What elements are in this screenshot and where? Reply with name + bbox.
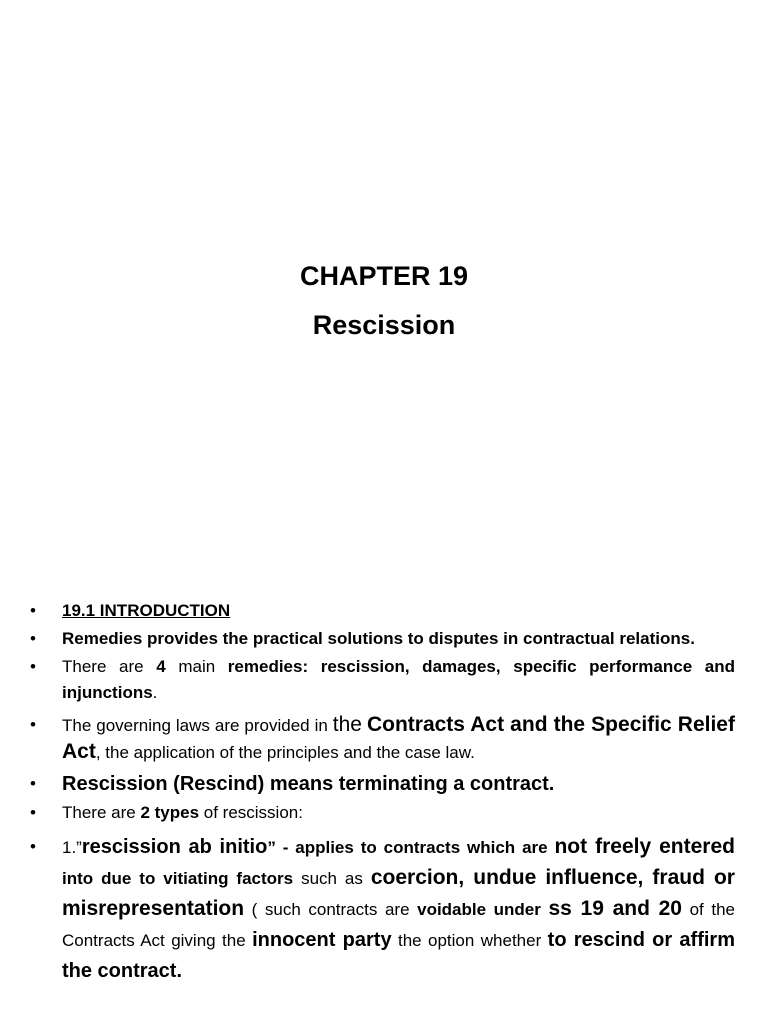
text-span: There are: [62, 657, 157, 676]
text-span: main: [165, 657, 228, 676]
remedies-text: Remedies provides the practical solutions to disputes in contractual relations.: [62, 629, 695, 648]
text-span-bold-large: to rescind or affirm the contract.: [62, 929, 735, 982]
chapter-heading: CHAPTER 19: [299, 261, 469, 291]
rescission-definition-text: Rescission (Rescind) means terminating a contract.: [62, 773, 555, 795]
text-span-bold: ” - applies to contracts which are: [267, 838, 555, 857]
bullet-item-remedies: [30, 626, 735, 652]
chapter-title-block: [0, 252, 768, 350]
bullet-item-governing-laws: [30, 712, 735, 766]
text-span: The governing laws are provided in: [62, 716, 333, 735]
text-span-bold: voidable under: [417, 900, 541, 919]
text-span: .: [152, 683, 158, 702]
text-span-bold: 2 types: [140, 803, 200, 822]
text-span-bold: 4: [156, 657, 166, 676]
text-span: of rescission:: [199, 803, 303, 822]
text-span: 1.”: [62, 838, 82, 857]
bullet-item-types: [30, 800, 735, 826]
bullet-list: [30, 598, 735, 987]
bullet-item-rescission-definition: [30, 770, 735, 798]
text-span-large: the: [332, 713, 362, 736]
text-span: of the Contracts Act giving the: [62, 900, 735, 950]
bullet-item-introduction: [30, 598, 735, 624]
text-span-bold-large: Contracts Act and the Specific Relief Act: [62, 713, 735, 763]
text-span-bold: into due to vitiating factors: [62, 869, 294, 888]
text-span-bold-large: rescission ab initio: [81, 836, 268, 858]
text-span: There are: [62, 803, 141, 822]
text-span: the option whether: [391, 931, 548, 950]
section-heading: 19.1 INTRODUCTION: [62, 601, 231, 620]
text-span: , the application of the principles and the case law.: [95, 743, 475, 762]
text-span: such as: [293, 869, 371, 888]
text-span-bold-large: coercion, undue influence, fraud or misrepresentation: [62, 866, 735, 920]
bullet-item-main-remedies: [30, 654, 735, 706]
text-span-bold-large: not freely entered: [554, 835, 735, 858]
text-span-bold: remedies: rescission, damages, specific performance and injunctions: [62, 657, 735, 702]
text-span-bold-large: innocent party: [252, 929, 392, 951]
text-span: ( such contracts are: [244, 900, 418, 919]
bullet-item-ab-initio: [30, 832, 735, 987]
text-span-bold-large: ss 19 and 20: [548, 897, 682, 920]
chapter-subtitle: Rescission: [312, 310, 456, 340]
